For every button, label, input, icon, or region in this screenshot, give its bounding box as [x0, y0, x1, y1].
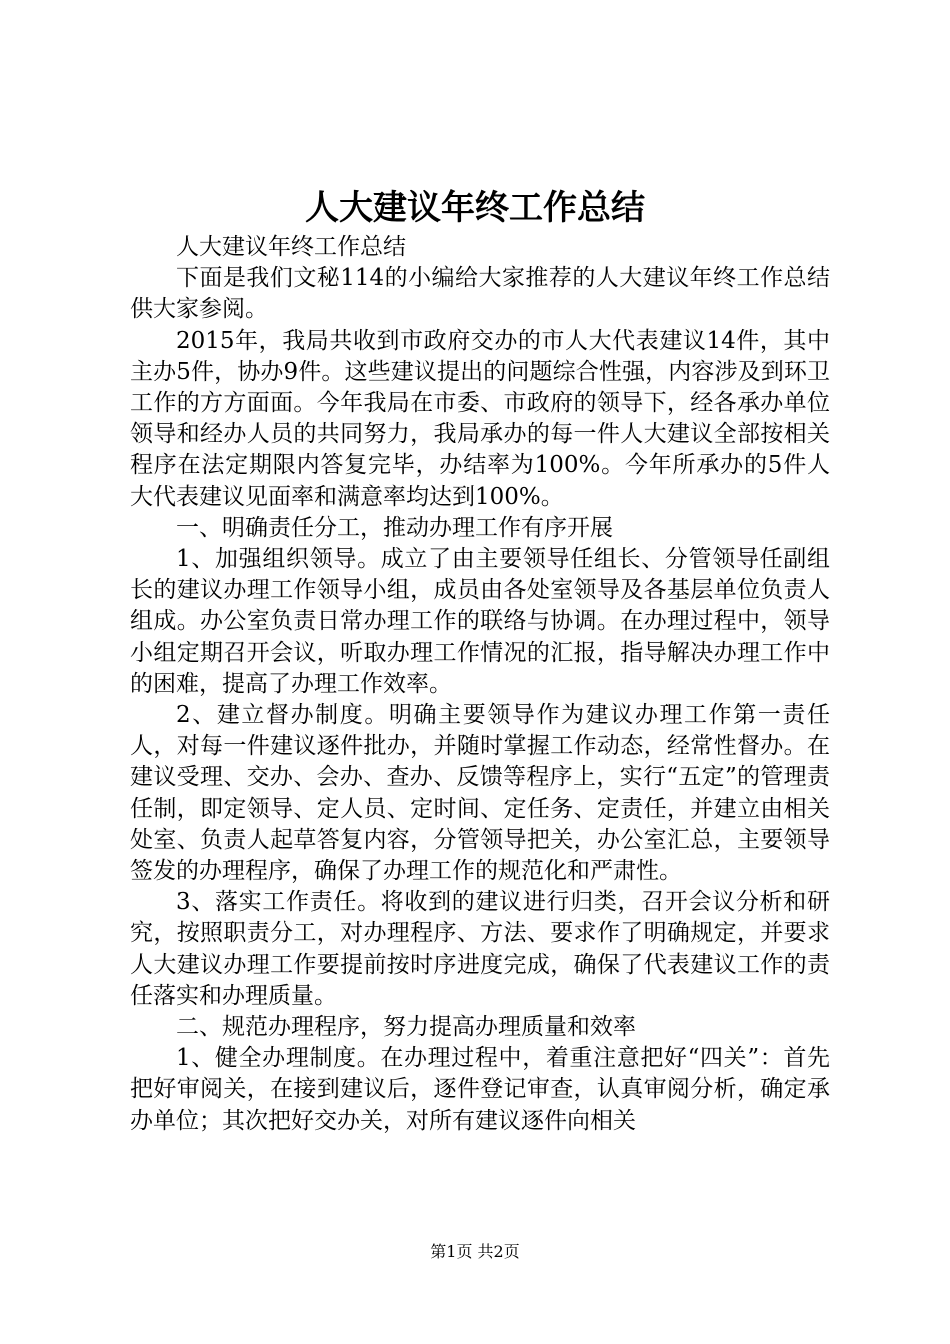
page-footer: 第1页 共2页: [430, 1242, 520, 1261]
paragraph-item-1-2: 2、建立督办制度。明确主要领导作为建议办理工作第一责任人，对每一件建议逐件批办，并随时掌握工作动态，经常性督办。在建议受理、交办、会办、查办、反馈等程序上，实行“五定”的管理责任制，即定领导、定人员、定时间、定任务、定责任，并建立由相关处室、负责人起草答复内容，分管领导把关，办公室汇总，主要领导签发的办理程序，确保了办理工作的规范化和严肃性。: [130, 702, 830, 885]
paragraph-item-1-1: 1、加强组织领导。成立了由主要领导任组长、分管领导任副组长的建议办理工作领导小组，成员由各处室领导及各基层单位负责人组成。办公室负责日常办理工作的联络与协调。在办理过程中，领导小组定期召开会议，听取办理工作情况的汇报，指导解决办理工作中的困难，提高了办理工作效率。: [130, 546, 830, 697]
section-heading-2: 二、规范办理程序，努力提高办理质量和效率: [176, 1014, 636, 1041]
section-heading-1: 一、明确责任分工，推动办理工作有序开展: [176, 514, 613, 541]
document-title: 人大建议年终工作总结: [305, 188, 645, 228]
paragraph-item-2-1: 1、健全办理制度。在办理过程中，着重注意把好“四关”：首先把好审阅关，在接到建议后，逐件登记审查，认真审阅分析，确定承办单位；其次把好交办关，对所有建议逐件向相关: [130, 1045, 830, 1134]
paragraph-overview: 2015年，我局共收到市政府交办的市人大代表建议14件，其中主办5件，协办9件。这些建议提出的问题综合性强，内容涉及到环卫工作的方方面面。今年我局在市委、市政府的领导下，经各承办单位领导和经办人员的共同努力，我局承办的每一件人大建议全部按相关程序在法定期限内答复完毕，办结率为100%。今年所承办的5件人大代表建议见面率和满意率均达到100%。: [130, 327, 830, 510]
paragraph-intro: 下面是我们文秘114的小编给大家推荐的人大建议年终工作总结供大家参阅。: [130, 265, 830, 323]
document-body: [130, 232, 830, 1137]
paragraph-subtitle: 人大建议年终工作总结: [176, 234, 406, 260]
paragraph-item-1-3: 3、落实工作责任。将收到的建议进行归类，召开会议分析和研究，按照职责分工，对办理程序、方法、要求作了明确规定，并要求人大建议办理工作要提前按时序进度完成，确保了代表建议工作的责任落实和办理质量。: [130, 889, 830, 1009]
